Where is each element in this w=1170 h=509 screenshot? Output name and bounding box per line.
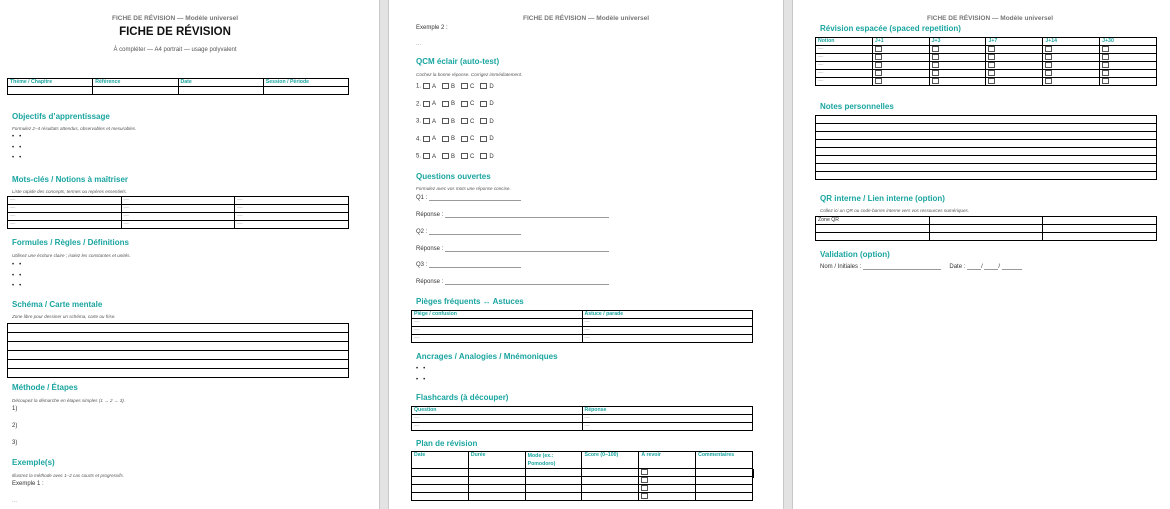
- qcm-option-label: B: [451, 153, 456, 160]
- cell[interactable]: [816, 225, 930, 233]
- schema-row[interactable]: [8, 360, 349, 369]
- checkbox-icon[interactable]: [641, 477, 648, 483]
- col-astuce: Astuce / parade: [582, 311, 753, 319]
- note-line[interactable]: [816, 124, 1157, 132]
- cell[interactable]: [525, 485, 582, 493]
- checkbox-cell[interactable]: [1100, 54, 1157, 62]
- col-duree: Durée: [468, 452, 525, 469]
- cell[interactable]: —: [582, 319, 753, 327]
- checkbox-cell[interactable]: [1043, 54, 1100, 62]
- bullet-item: • •: [12, 134, 22, 140]
- plan-table: [411, 451, 753, 501]
- cell[interactable]: —: [412, 319, 583, 327]
- cell[interactable]: [582, 477, 639, 485]
- cell[interactable]: [1043, 233, 1157, 241]
- cell[interactable]: —: [8, 205, 122, 213]
- heading-revision-espacee: Révision espacée (spaced repetition): [820, 24, 961, 33]
- cell[interactable]: —: [582, 415, 753, 423]
- cell[interactable]: —: [8, 221, 122, 229]
- document-title: FICHE DE RÉVISION: [119, 26, 231, 38]
- checkbox-icon[interactable]: [423, 83, 430, 89]
- schema-row[interactable]: [8, 324, 349, 333]
- checkbox-cell[interactable]: [929, 54, 986, 62]
- checkbox-icon[interactable]: [1102, 54, 1109, 60]
- checkbox-icon[interactable]: [875, 54, 882, 60]
- checkbox-cell[interactable]: [1100, 78, 1157, 86]
- note-line[interactable]: [816, 116, 1157, 124]
- schema-row[interactable]: [8, 351, 349, 360]
- checkbox-cell[interactable]: [1043, 78, 1100, 86]
- checkbox-icon[interactable]: [988, 62, 995, 68]
- checkbox-icon[interactable]: [1045, 70, 1052, 76]
- cell[interactable]: [929, 217, 1043, 225]
- heading-plan: Plan de révision: [416, 439, 478, 448]
- col-notion: Notion: [816, 38, 873, 46]
- plan-row: [412, 485, 753, 493]
- cell[interactable]: [696, 485, 753, 493]
- checkbox-icon[interactable]: [641, 485, 648, 491]
- notes-row: [816, 116, 1157, 124]
- example-2-label: Exemple 2 :: [416, 25, 448, 31]
- notes-row: [816, 156, 1157, 164]
- col-theme: Thème / Chapitre: [8, 79, 93, 87]
- cell[interactable]: —: [121, 213, 235, 221]
- checkbox-icon[interactable]: [875, 70, 882, 76]
- hint-mots-cles: Liste rapide des concepts, termes ou repères essentiels.: [12, 189, 127, 194]
- col-j7: J+7: [986, 38, 1043, 46]
- qr-table: [815, 216, 1157, 241]
- page-3: [793, 0, 1170, 509]
- answer-line[interactable]: [445, 279, 609, 285]
- a-revoir-cell[interactable]: [639, 477, 696, 485]
- cell[interactable]: —: [235, 213, 349, 221]
- col-score: Score (0–100): [582, 452, 639, 469]
- qcm-option-label: D: [489, 101, 494, 108]
- checkbox-icon[interactable]: [932, 70, 939, 76]
- cell-input[interactable]: [93, 87, 178, 95]
- revision-row: [816, 62, 1157, 70]
- cell[interactable]: —: [121, 221, 235, 229]
- heading-formules: Formules / Règles / Définitions: [12, 238, 129, 247]
- cell[interactable]: —: [235, 197, 349, 205]
- checkbox-cell[interactable]: [986, 46, 1043, 54]
- cell[interactable]: —: [412, 327, 583, 335]
- revision-row: [816, 54, 1157, 62]
- checkbox-cell[interactable]: [986, 70, 1043, 78]
- checkbox-icon[interactable]: [1102, 70, 1109, 76]
- heading-schema: Schéma / Carte mentale: [12, 300, 103, 309]
- date-month-field[interactable]: [984, 264, 998, 270]
- qcm-option-label: A: [432, 118, 437, 125]
- note-line[interactable]: [816, 132, 1157, 140]
- cell[interactable]: [525, 469, 582, 477]
- cell[interactable]: [929, 225, 1043, 233]
- question-row: Q3 :: [416, 262, 521, 268]
- step-item: 1): [12, 406, 18, 412]
- response-row: Réponse :: [416, 212, 609, 218]
- running-header: FICHE DE RÉVISION — Modèle universel: [111, 15, 239, 22]
- cell-input[interactable]: [263, 87, 348, 95]
- answer-line[interactable]: [429, 229, 521, 235]
- date-label: Date :: [949, 264, 966, 270]
- checkbox-cell[interactable]: [929, 78, 986, 86]
- checkbox-icon[interactable]: [423, 118, 430, 124]
- cell[interactable]: [929, 233, 1043, 241]
- bullet-item: • •: [12, 273, 22, 279]
- cell-input[interactable]: [8, 87, 93, 95]
- checkbox-cell[interactable]: [872, 78, 929, 86]
- checkbox-icon[interactable]: [1045, 62, 1052, 68]
- date-year-field[interactable]: [1002, 264, 1022, 270]
- col-reference: Référence: [93, 79, 178, 87]
- a-revoir-cell[interactable]: [639, 469, 696, 477]
- heading-questions-ouvertes: Questions ouvertes: [416, 172, 491, 181]
- cell[interactable]: —: [235, 221, 349, 229]
- bullet-item: • •: [12, 155, 22, 161]
- plan-row: [412, 477, 753, 485]
- cell[interactable]: [412, 469, 469, 477]
- revision-row: [816, 78, 1157, 86]
- qcm-option-label: D: [489, 136, 494, 143]
- notes-table: [815, 115, 1157, 180]
- response-row: Réponse :: [416, 279, 609, 285]
- checkbox-icon[interactable]: [480, 118, 487, 124]
- checkbox-icon[interactable]: [932, 46, 939, 52]
- col-a-revoir: À revoir: [639, 452, 696, 469]
- heading-flashcards: Flashcards (à découper): [416, 393, 509, 402]
- cell[interactable]: —: [412, 335, 583, 343]
- answer-line[interactable]: [429, 262, 521, 268]
- cell[interactable]: [468, 477, 525, 485]
- cell[interactable]: [696, 493, 753, 501]
- col-question: Question: [412, 407, 583, 415]
- checkbox-icon[interactable]: [480, 136, 487, 142]
- cell[interactable]: [412, 477, 469, 485]
- note-line[interactable]: [816, 164, 1157, 172]
- checkbox-cell[interactable]: [872, 70, 929, 78]
- notion-cell[interactable]: —: [816, 62, 873, 70]
- notes-row: [816, 124, 1157, 132]
- checkbox-icon[interactable]: [932, 78, 939, 84]
- cell[interactable]: —: [235, 205, 349, 213]
- heading-notes: Notes personnelles: [820, 102, 894, 111]
- notion-cell[interactable]: —: [816, 70, 873, 78]
- hint-qr: Collez ici un QR ou code-barres interne vers vos ressources numériques.: [820, 208, 970, 213]
- page-2: [389, 0, 783, 509]
- answer-line[interactable]: [445, 246, 609, 252]
- example-1-label: Exemple 1 :: [12, 481, 44, 487]
- cell[interactable]: —: [8, 213, 122, 221]
- checkbox-icon[interactable]: [932, 62, 939, 68]
- notion-cell[interactable]: —: [816, 54, 873, 62]
- hint-methode: Découpez la démarche en étapes simples (1 → 2 → 3).: [12, 398, 126, 403]
- checkbox-icon[interactable]: [480, 101, 487, 107]
- checkbox-icon[interactable]: [988, 46, 995, 52]
- cell[interactable]: —: [121, 205, 235, 213]
- cell[interactable]: [582, 469, 639, 477]
- checkbox-icon[interactable]: [1102, 62, 1109, 68]
- qcm-question: [416, 83, 494, 90]
- cell[interactable]: [582, 485, 639, 493]
- pieges-table: [411, 310, 753, 343]
- cell-input[interactable]: [178, 87, 263, 95]
- col-j1: J+1: [872, 38, 929, 46]
- qcm-question: [416, 136, 494, 143]
- col-piege: Piège / confusion: [412, 311, 583, 319]
- answer-line[interactable]: [429, 195, 521, 201]
- cell[interactable]: —: [582, 423, 753, 431]
- checkbox-icon[interactable]: [1045, 78, 1052, 84]
- qcm-option-label: C: [470, 101, 475, 108]
- checkbox-icon[interactable]: [442, 101, 449, 107]
- qcm-option-label: C: [470, 153, 475, 160]
- notes-row: [816, 172, 1157, 180]
- example-1-ellipsis: ...: [12, 498, 18, 504]
- name-label: Nom / Initiales :: [820, 264, 862, 270]
- heading-qr: QR interne / Lien interne (option): [820, 194, 945, 203]
- qcm-option-label: C: [470, 118, 475, 125]
- checkbox-icon[interactable]: [480, 83, 487, 89]
- heading-exemples: Exemple(s): [12, 458, 55, 467]
- hint-schema: Zone libre pour dessiner un schéma, carte ou frise.: [12, 314, 116, 319]
- checkbox-icon[interactable]: [988, 70, 995, 76]
- page-gap: [379, 0, 389, 509]
- cell[interactable]: [582, 493, 639, 501]
- qcm-option-label: A: [432, 83, 437, 90]
- info-table: [7, 78, 349, 95]
- checkbox-cell[interactable]: [1100, 70, 1157, 78]
- checkbox-icon[interactable]: [423, 153, 430, 159]
- cell[interactable]: —: [582, 335, 753, 343]
- checkbox-icon[interactable]: [423, 136, 430, 142]
- cell[interactable]: [525, 493, 582, 501]
- checkbox-icon[interactable]: [461, 136, 468, 142]
- notion-cell[interactable]: —: [816, 46, 873, 54]
- checkbox-icon[interactable]: [988, 54, 995, 60]
- cell[interactable]: [1043, 217, 1157, 225]
- qcm-option-label: D: [489, 118, 494, 125]
- hint-exemples: Illustrez la méthode avec 1–2 cas courts et progressifs.: [12, 473, 125, 478]
- checkbox-cell[interactable]: [1043, 70, 1100, 78]
- schema-table: [7, 323, 349, 378]
- qcm-option-label: A: [432, 136, 437, 143]
- checkbox-icon[interactable]: [461, 83, 468, 89]
- checkbox-cell[interactable]: [872, 54, 929, 62]
- notes-row: [816, 148, 1157, 156]
- checkbox-icon[interactable]: [641, 469, 648, 475]
- checkbox-icon[interactable]: [1045, 46, 1052, 52]
- cell[interactable]: [468, 485, 525, 493]
- hint-objectifs: Formulez 2–4 résultats attendus, observables et mesurables.: [12, 126, 137, 131]
- checkbox-icon[interactable]: [1045, 54, 1052, 60]
- response-row: Réponse :: [416, 246, 609, 252]
- bullet-item: • •: [12, 262, 22, 268]
- qcm-number: 1.: [416, 83, 422, 90]
- cell[interactable]: —: [8, 197, 122, 205]
- qcm-question: [416, 153, 494, 160]
- checkbox-icon[interactable]: [442, 136, 449, 142]
- name-field[interactable]: [863, 264, 941, 270]
- running-header: FICHE DE RÉVISION — Modèle universel: [926, 15, 1054, 22]
- col-j14: J+14: [1043, 38, 1100, 46]
- qcm-question: [416, 118, 494, 125]
- a-revoir-cell[interactable]: [639, 493, 696, 501]
- revision-row: [816, 70, 1157, 78]
- step-item: 2): [12, 423, 18, 429]
- col-j3: J+3: [929, 38, 986, 46]
- plan-row: [412, 493, 753, 501]
- qcm-number: 4.: [416, 136, 422, 143]
- cell[interactable]: [412, 493, 469, 501]
- notes-row: [816, 164, 1157, 172]
- schema-row[interactable]: [8, 342, 349, 351]
- document-subtitle: À compléter — A4 portrait — usage polyvalent: [113, 47, 237, 53]
- col-date: Date: [412, 452, 469, 469]
- qcm-option-label: D: [489, 83, 494, 90]
- cell[interactable]: [696, 477, 753, 485]
- hint-formules: Utilisez une écriture claire ; isolez les constantes et unités.: [12, 253, 131, 258]
- heading-objectifs: Objectifs d’apprentissage: [12, 112, 110, 121]
- checkbox-icon[interactable]: [461, 118, 468, 124]
- checkbox-icon[interactable]: [932, 54, 939, 60]
- bullet-item: • •: [12, 283, 22, 289]
- page-gap: [783, 0, 793, 509]
- example-2-ellipsis: ...: [416, 41, 422, 47]
- heading-mots-cles: Mots-clés / Notions à maîtriser: [12, 175, 129, 184]
- hint-qcm: Cochez la bonne réponse. Corrigez immédiatement.: [416, 72, 523, 77]
- checkbox-icon[interactable]: [442, 83, 449, 89]
- qcm-option-label: B: [451, 83, 456, 90]
- qcm-number: 3.: [416, 118, 422, 125]
- checkbox-icon[interactable]: [641, 493, 648, 499]
- qcm-option-label: B: [451, 101, 456, 108]
- col-j30: J+30: [1100, 38, 1157, 46]
- checkbox-icon[interactable]: [875, 78, 882, 84]
- qcm-option-label: A: [432, 101, 437, 108]
- col-date: Date: [178, 79, 263, 87]
- qcm-option-label: D: [489, 153, 494, 160]
- checkbox-cell[interactable]: [929, 46, 986, 54]
- checkbox-icon[interactable]: [1102, 78, 1109, 84]
- bullet-item: • •: [12, 145, 22, 151]
- plan-row: [412, 469, 753, 477]
- checkbox-icon[interactable]: [461, 153, 468, 159]
- note-line[interactable]: [816, 156, 1157, 164]
- checkbox-icon[interactable]: [988, 78, 995, 84]
- note-line[interactable]: [816, 148, 1157, 156]
- text-cursor: [753, 469, 754, 478]
- running-header: FICHE DE RÉVISION — Modèle universel: [522, 15, 650, 22]
- cell[interactable]: [468, 493, 525, 501]
- cell[interactable]: [525, 477, 582, 485]
- checkbox-cell[interactable]: [986, 78, 1043, 86]
- cell[interactable]: [468, 469, 525, 477]
- notes-row: [816, 140, 1157, 148]
- revision-row: [816, 46, 1157, 54]
- heading-pieges: Pièges fréquents ↔ Astuces: [416, 297, 524, 306]
- cell[interactable]: [696, 469, 753, 477]
- heading-qcm: QCM éclair (auto-test): [416, 57, 500, 66]
- step-item: 3): [12, 440, 18, 446]
- qr-zone-label: Zone QR: [816, 217, 930, 225]
- heading-validation: Validation (option): [820, 250, 890, 259]
- qcm-option-label: C: [470, 83, 475, 90]
- checkbox-icon[interactable]: [461, 101, 468, 107]
- cell[interactable]: —: [582, 327, 753, 335]
- answer-line[interactable]: [445, 212, 609, 218]
- checkbox-icon[interactable]: [875, 46, 882, 52]
- flashcards-table: [411, 406, 753, 431]
- checkbox-cell[interactable]: [1100, 62, 1157, 70]
- checkbox-icon[interactable]: [480, 153, 487, 159]
- checkbox-cell[interactable]: [986, 62, 1043, 70]
- checkbox-cell[interactable]: [872, 46, 929, 54]
- note-line[interactable]: [816, 140, 1157, 148]
- mots-cles-table: [7, 196, 349, 229]
- hint-questions-ouvertes: Formulez avec vos mots une réponse concise.: [416, 186, 511, 191]
- checkbox-cell[interactable]: [872, 62, 929, 70]
- checkbox-cell[interactable]: [1043, 62, 1100, 70]
- revision-espacee-table: [815, 37, 1157, 86]
- checkbox-cell[interactable]: [986, 54, 1043, 62]
- qcm-option-label: B: [451, 118, 456, 125]
- qcm-option-label: B: [451, 136, 456, 143]
- notes-row: [816, 132, 1157, 140]
- checkbox-cell[interactable]: [1100, 46, 1157, 54]
- cell[interactable]: —: [121, 197, 235, 205]
- qcm-option-label: A: [432, 153, 437, 160]
- cell[interactable]: [816, 233, 930, 241]
- checkbox-icon[interactable]: [875, 62, 882, 68]
- col-commentaires: Commentaires: [696, 452, 753, 469]
- heading-methode: Méthode / Étapes: [12, 383, 78, 392]
- checkbox-icon[interactable]: [442, 118, 449, 124]
- qcm-number: 5.: [416, 153, 422, 160]
- checkbox-cell[interactable]: [929, 70, 986, 78]
- checkbox-cell[interactable]: [1043, 46, 1100, 54]
- col-session: Session / Période: [263, 79, 348, 87]
- question-row: Q1 :: [416, 195, 521, 201]
- heading-ancrages: Ancrages / Analogies / Mnémoniques: [416, 352, 558, 361]
- bullet-item: • •: [416, 366, 426, 372]
- bullet-item: • •: [416, 377, 426, 383]
- schema-row[interactable]: [8, 369, 349, 378]
- validation-row: Nom / Initiales : Date : / /: [820, 264, 1022, 270]
- checkbox-icon[interactable]: [423, 101, 430, 107]
- question-row: Q2 :: [416, 229, 521, 235]
- col-reponse: Réponse: [582, 407, 753, 415]
- col-mode: Mode (ex.: Pomodoro): [525, 452, 582, 469]
- cell[interactable]: [1043, 225, 1157, 233]
- date-day-field[interactable]: [967, 264, 981, 270]
- page-1: [0, 0, 379, 509]
- checkbox-icon[interactable]: [1102, 46, 1109, 52]
- a-revoir-cell[interactable]: [639, 485, 696, 493]
- notion-cell[interactable]: —: [816, 78, 873, 86]
- qcm-question: [416, 101, 494, 108]
- checkbox-icon[interactable]: [442, 153, 449, 159]
- schema-row[interactable]: [8, 333, 349, 342]
- note-line[interactable]: [816, 172, 1157, 180]
- cell[interactable]: [412, 485, 469, 493]
- qcm-option-label: C: [470, 136, 475, 143]
- cell[interactable]: —: [412, 423, 583, 431]
- cell[interactable]: —: [412, 415, 583, 423]
- qcm-number: 2.: [416, 101, 422, 108]
- checkbox-cell[interactable]: [929, 62, 986, 70]
